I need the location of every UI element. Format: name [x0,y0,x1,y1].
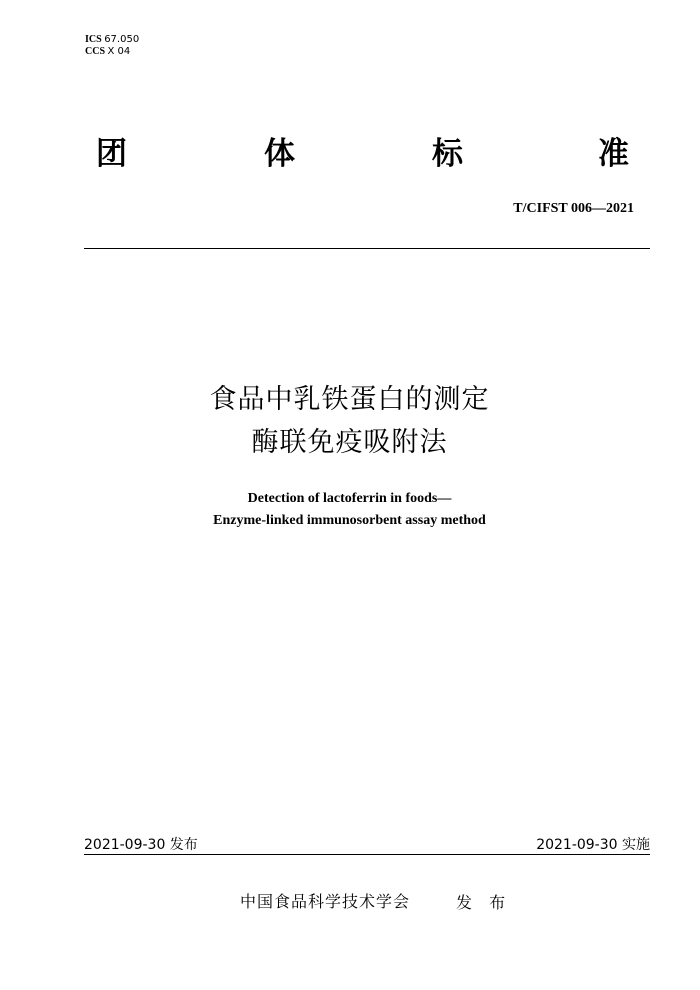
publish-label: 发 布 [456,893,512,912]
classification-codes [85,34,139,58]
title-chinese-line-2: 酶联免疫吸附法 [251,427,448,458]
ics-line [85,34,139,46]
ccs-label: CCS [85,46,106,57]
ics-label: ICS [85,34,102,45]
publisher-name: 中国食品科学技术学会 [240,892,411,911]
standard-number: T/CIFST 006—2021 [513,201,634,216]
title-english-line-1: Detection of lactoferrin in foods— [247,491,452,506]
title-english [84,488,615,532]
ics-code: 67.050 [104,34,140,45]
header-divider [84,248,650,249]
ccs-line [85,46,139,58]
standard-type-heading [82,134,642,178]
standard-type-char-4: 准 [598,136,629,172]
ccs-code: X 04 [107,46,131,57]
footer-divider [84,854,650,855]
standard-type-char-1: 团 [96,136,127,172]
title-english-line-2: Enzyme-linked immunosorbent assay method [213,513,486,528]
title-chinese-line-1: 食品中乳铁蛋白的测定 [209,384,490,415]
standard-type-char-3: 标 [432,136,463,172]
implementation-date: 2021-09-30 实施 [536,837,650,853]
standard-type-char-2: 体 [264,136,295,172]
title-chinese [84,378,615,464]
issue-date: 2021-09-30 发布 [84,837,198,853]
